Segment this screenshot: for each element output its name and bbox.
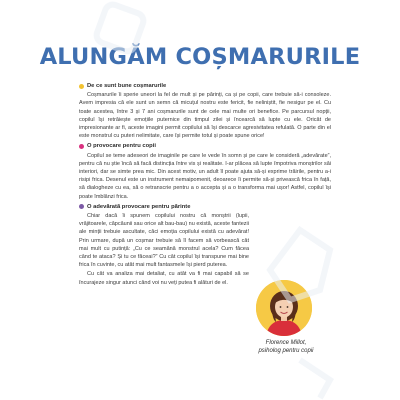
section-heading bbox=[79, 82, 331, 90]
bullet-dot-yellow bbox=[79, 84, 84, 89]
section-paragraph: Chiar dacă îi spunem copilului nostru că monștrii (lupii, vrăjitoarele, căpcăunii sau orice alt bau-bau) nu există, aceste fantezii ale minții trebuie ascultate, căci emoția copilului există cu adevărat! Prin urmare, după un coșmar trebuie să îl facem să vorbească cât mai mult cu putință: „Cu ce seamănă monstrul acela? Cum făcea când te ataca? Și tu ce făceai?” Cu cât copilul își transpune mai bine frica în cuvinte, cu atât mai mult fantasmele își pierd puterea. bbox=[79, 213, 249, 269]
section-paragraph: Coșmarurile îi sperie uneori la fel de mult și pe părinți, ca și pe copii, care trebuie să-i consoleze. Avem impresia că ele sunt un semn că micuțul nostru este fericit, fie neliniștit, fie nesigur pe el. Cu toate acestea, între 3 și 7 ani coșmarurile sunt de cele mai multe ori benefice. Pe parcursul nopții, copilul își retrăiește emoțiile puternice din timpul zilei și încearcă să lupte cu ele. Oricât de impresionante ar fi, aceste imagini permit copilului să își descarce agresivitatea refulată. O parte din el este monstrul cu puteri nelimitate, care își permite totul și poate spune orice! bbox=[79, 92, 331, 140]
author-photo bbox=[256, 280, 312, 336]
bullet-dot-purple bbox=[79, 204, 84, 209]
author-name: Florence Millot, bbox=[265, 340, 307, 346]
section-heading-text: De ce sunt bune coșmarurile bbox=[87, 83, 167, 89]
section-paragraph: Copilul se teme adeseori de imaginile pe care le vede în somn și pe care le consideră „adevărate”, pentru că nu știe încă să facă distincția între vis și realitate. I-ar plăcea să lupte împotriva monștrilor săi interiori, dar se simte prea mic. Din acest motiv, un adult îl poate ajuta să-și exprime trăirile, pentru a-i risipi frica. Desenul este un instrument nemaipomenit, deoarece îi permite să-și privească frica în față, să dialogheze cu ea, să o retranscrie pentru a o accepta și a o transforma mai ușor! Astfel, copilul își poate îmblânzi frica. bbox=[79, 152, 331, 200]
section-heading bbox=[79, 142, 331, 150]
author-caption bbox=[240, 340, 332, 355]
bullet-dot-pink bbox=[79, 144, 84, 149]
article-body bbox=[79, 82, 331, 288]
section-paragraph: Cu cât va analiza mai detaliat, cu atât va fi mai capabil să se încurajeze singur atunci când voi nu veți putea fi alături de el. bbox=[79, 271, 249, 286]
author-portrait-illustration bbox=[256, 280, 312, 336]
section-heading bbox=[79, 203, 331, 211]
author-role: psiholog pentru copii bbox=[258, 347, 314, 354]
article-title: ALUNGĂM COȘMARURILE bbox=[39, 44, 361, 70]
section-heading-text: O provocare pentru copii bbox=[87, 143, 156, 150]
section-heading-text: O adevărată provocare pentru părinte bbox=[87, 203, 191, 210]
